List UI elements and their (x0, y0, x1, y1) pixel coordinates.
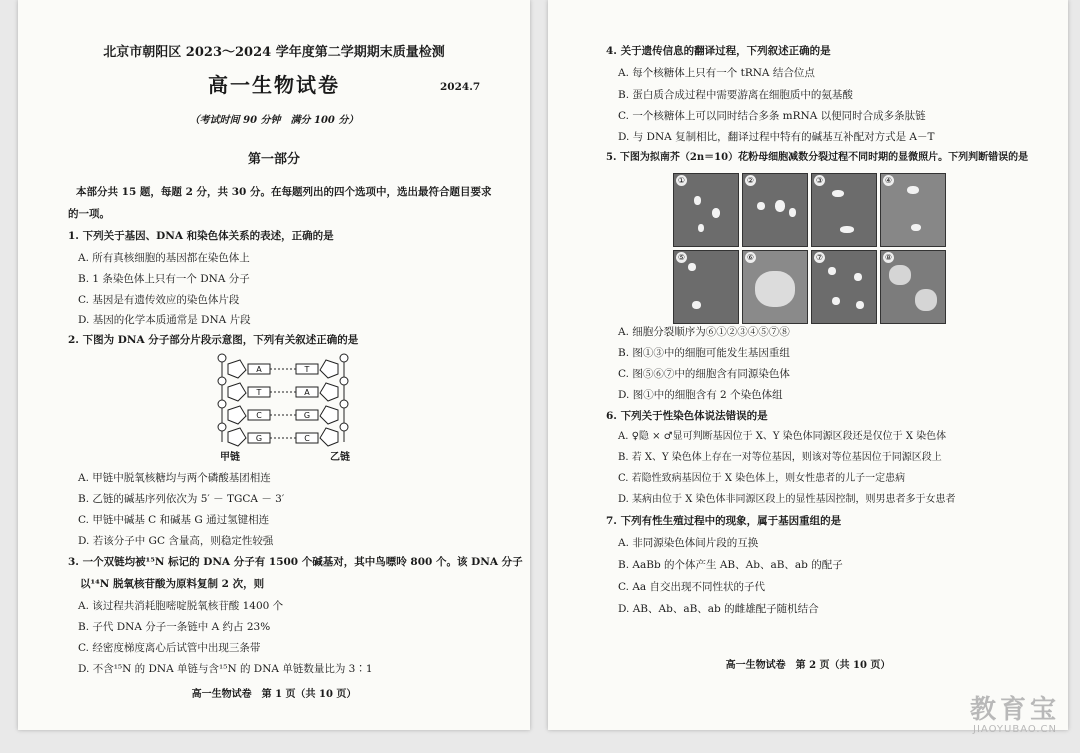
base-left-1: A (256, 365, 262, 374)
page-1-footer: 高一生物试卷 第 1 页（共 10 页） (191, 689, 357, 700)
q6-option-c: C. 若隐性致病基因位于 X 染色体上，则女性患者的儿子一定患病 (618, 473, 906, 484)
q3-option-d: D. 不含¹⁵N 的 DNA 单链与含¹⁵N 的 DNA 单链数量比为 3∶1 (78, 663, 373, 675)
q4-option-b: B. 蛋白质合成过程中需要游离在细胞质中的氨基酸 (618, 89, 853, 101)
base-left-4: G (255, 434, 263, 443)
q5-option-c: C. 图⑤⑥⑦中的细胞含有同源染色体 (618, 368, 790, 380)
q4-option-d: D. 与 DNA 复制相比，翻译过程中特有的碱基互补配对方式是 A－T (618, 131, 935, 143)
site-watermark (970, 696, 1060, 735)
q4-option-a: A. 每个核糖体上只有一个 tRNA 结合位点 (618, 67, 815, 79)
exam-info: （考试时间 90 分钟 满分 100 分） (189, 115, 359, 126)
q3-stem-line-2: 以¹⁴N 脱氧核苷酸为原料复制 2 次，则 (80, 578, 265, 590)
q2-option-d: D. 若该分子中 GC 含量高，则稳定性较强 (78, 535, 274, 547)
q6-stem: 6. 下列关于性染色体说法错误的是 (606, 410, 768, 422)
q3-option-b: B. 子代 DNA 分子一条链中 A 约占 23% (78, 621, 271, 633)
dna-diagram (208, 350, 358, 450)
base-right-4: C (304, 434, 310, 443)
base-left-3: C (256, 411, 262, 420)
micrograph-8: ⑧ (880, 250, 946, 324)
micrograph-grid (673, 173, 945, 325)
q4-stem: 4. 关于遗传信息的翻译过程，下列叙述正确的是 (606, 45, 831, 57)
q7-stem: 7. 下列有性生殖过程中的现象，属于基因重组的是 (606, 515, 842, 527)
micrograph-1: ① (673, 173, 739, 247)
q6-option-d: D. 某病由位于 X 染色体非同源区段上的显性基因控制，则男患者多于女患者 (618, 494, 956, 505)
micrograph-5: ⑤ (673, 250, 739, 324)
q2-option-b: B. 乙链的碱基序列依次为 5′ － TGCA － 3′ (78, 493, 285, 505)
watermark-domain: JIAOYUBAO.CN (973, 724, 1057, 735)
micrograph-2: ② (742, 173, 808, 247)
instructions-line-1: 本部分共 15 题，每题 2 分，共 30 分。在每题列出的四个选项中，选出最符合题目要求 (76, 186, 492, 198)
q3-option-a: A. 该过程共消耗胞嘧啶脱氧核苷酸 1400 个 (78, 600, 284, 612)
base-right-3: G (303, 411, 311, 420)
q4-option-c: C. 一个核糖体上可以同时结合多条 mRNA 以便同时合成多条肽链 (618, 110, 926, 122)
q5-option-a: A. 细胞分裂顺序为⑥①②③④⑤⑦⑧ (618, 326, 790, 338)
q1-stem: 1. 下列关于基因、DNA 和染色体关系的表述，正确的是 (68, 230, 334, 242)
exam-page-2 (548, 0, 1068, 730)
q6-option-a: A. ♀隐 × ♂显可判断基因位于 X、Y 染色体同源区段还是仅位于 X 染色体 (618, 431, 947, 442)
q7-option-a: A. 非同源染色体间片段的互换 (618, 537, 759, 549)
part-title: 第一部分 (247, 152, 300, 167)
micrograph-6: ⑥ (742, 250, 808, 324)
exam-header: 北京市朝阳区 2023～2024 学年度第二学期期末质量检测 (103, 45, 445, 60)
right-chain-label: 乙链 (330, 452, 350, 463)
left-chain-label: 甲链 (220, 452, 240, 463)
exam-title: 高一生物试卷 (208, 73, 340, 97)
micrograph-3: ③ (811, 173, 877, 247)
watermark-brand: 教育宝 (969, 695, 1060, 725)
q2-stem: 2. 下图为 DNA 分子部分片段示意图，下列有关叙述正确的是 (68, 334, 359, 346)
micrograph-4: ④ (880, 173, 946, 247)
base-left-2: T (256, 388, 262, 397)
q1-option-b: B. 1 条染色体上只有一个 DNA 分子 (78, 273, 250, 285)
q7-option-d: D. AB、Ab、aB、ab 的雌雄配子随机结合 (618, 603, 819, 615)
exam-date: 2024.7 (440, 81, 481, 93)
q7-option-b: B. AaBb 的个体产生 AB、Ab、aB、ab 的配子 (618, 559, 843, 571)
q5-option-d: D. 图①中的细胞含有 2 个染色体组 (618, 389, 783, 401)
q5-stem: 5. 下图为拟南芥（2n＝10）花粉母细胞减数分裂过程不同时期的显微照片。下列判断错误的是 (606, 152, 1029, 163)
instructions-line-2: 的一项。 (68, 208, 110, 220)
base-right-2: A (304, 388, 310, 397)
page-2-footer: 高一生物试卷 第 2 页（共 10 页） (725, 660, 891, 671)
q5-option-b: B. 图①③中的细胞可能发生基因重组 (618, 347, 790, 359)
q2-option-a: A. 甲链中脱氧核糖均与两个磷酸基团相连 (78, 472, 271, 484)
q1-option-a: A. 所有真核细胞的基因都在染色体上 (78, 252, 250, 264)
base-right-1: T (304, 365, 310, 374)
micrograph-7: ⑦ (811, 250, 877, 324)
q1-option-d: D. 基因的化学本质通常是 DNA 片段 (78, 314, 251, 326)
q6-option-b: B. 若 X、Y 染色体上存在一对等位基因，则该对等位基因位于同源区段上 (618, 452, 942, 463)
q3-stem-line-1: 3. 一个双链均被¹⁵N 标记的 DNA 分子有 1500 个碱基对，其中鸟嘌呤 800 个。该 DNA 分子 (68, 556, 523, 568)
q2-option-c: C. 甲链中碱基 C 和碱基 G 通过氢键相连 (78, 514, 270, 526)
q7-option-c: C. Aa 自交出现不同性状的子代 (618, 581, 766, 593)
exam-page-1 (18, 0, 530, 730)
q3-option-c: C. 经密度梯度离心后试管中出现三条带 (78, 642, 261, 654)
q1-option-c: C. 基因是有遗传效应的染色体片段 (78, 294, 240, 306)
